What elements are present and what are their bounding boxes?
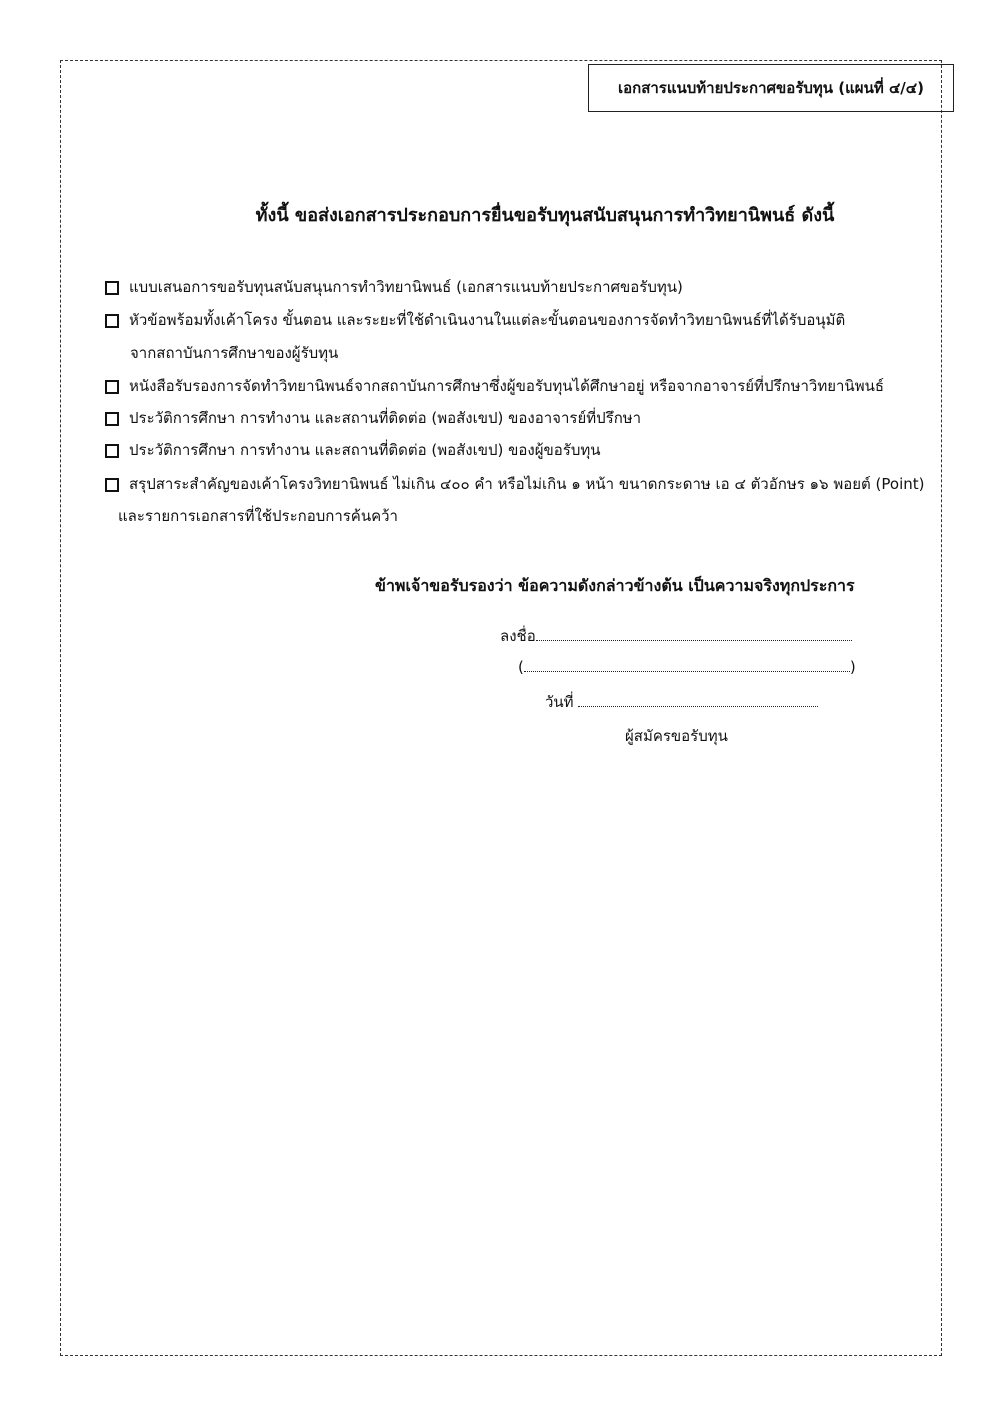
attachment-label: เอกสารแนบท้ายประกาศขอรับทุน (แผนที่ ๔/๔) [618,79,924,97]
date-line [545,690,818,714]
printed-name-field[interactable] [524,657,850,672]
checklist-item-text: แบบเสนอการขอรับทุนสนับสนุนการทำวิทยานิพนธ์ (เอกสารแนบท้ายประกาศขอรับทุน) [129,278,683,296]
date-field[interactable] [578,692,818,707]
sign-label: ลงชื่อ [500,627,536,645]
checklist-item [105,310,925,330]
signature-line [500,624,852,648]
checkbox[interactable] [105,444,119,458]
printed-name-line [518,657,856,676]
checklist-item-continuation: และรายการเอกสารที่ใช้ประกอบการค้นคว้า [118,507,398,525]
checklist-item-continuation: จากสถาบันการศึกษาของผู้รับทุน [130,344,339,362]
attachment-label-box [588,64,954,112]
checkbox[interactable] [105,281,119,295]
checklist-item [105,474,925,494]
checklist-item [105,277,925,297]
checkbox[interactable] [105,314,119,328]
checklist-item [105,408,925,428]
checkbox[interactable] [105,380,119,394]
checklist-item-text: สรุปสาระสำคัญของเค้าโครงวิทยานิพนธ์ ไม่เกิน ๔๐๐ คำ หรือไม่เกิน ๑ หน้า ขนาดกระดาษ เอ ๔ ตัวอักษร ๑๖ พอยต์ (Point) [129,475,925,493]
checklist-item-text: ประวัติการศึกษา การทำงาน และสถานที่ติดต่อ (พอสังเขป) ของผู้ขอรับทุน [129,441,601,459]
signature-field[interactable] [536,626,852,641]
certification-statement: ข้าพเจ้าขอรับรองว่า ข้อความดังกล่าวข้างต้น เป็นความจริงทุกประการ [375,576,855,595]
close-paren: ) [849,658,856,676]
checklist-item-text: ประวัติการศึกษา การทำงาน และสถานที่ติดต่อ (พอสังเขป) ของอาจารย์ที่ปรึกษา [129,409,642,427]
checklist-item [105,440,925,460]
checkbox[interactable] [105,412,119,426]
checkbox[interactable] [105,478,119,492]
page-title: ทั้งนี้ ขอส่งเอกสารประกอบการยื่นขอรับทุนสนับสนุนการทำวิทยานิพนธ์ ดังนี้ [255,205,835,226]
date-label: วันที่ [545,693,574,711]
open-paren: ( [518,658,524,676]
checklist-item-text: หนังสือรับรองการจัดทำวิทยานิพนธ์จากสถาบันการศึกษาซึ่งผู้ขอรับทุนได้ศึกษาอยู่ หรือจากอาจารย์ที่ปรึกษาวิทยานิพนธ์ [129,377,884,395]
applicant-role: ผู้สมัครขอรับทุน [625,727,728,745]
checklist-item-text: หัวข้อพร้อมทั้งเค้าโครง ขั้นตอน และระยะที่ใช้ดำเนินงานในแต่ละขั้นตอนของการจัดทำวิทยานิพนธ์ที่ได้รับอนุมัติ [129,311,846,329]
checklist-item [105,376,925,396]
